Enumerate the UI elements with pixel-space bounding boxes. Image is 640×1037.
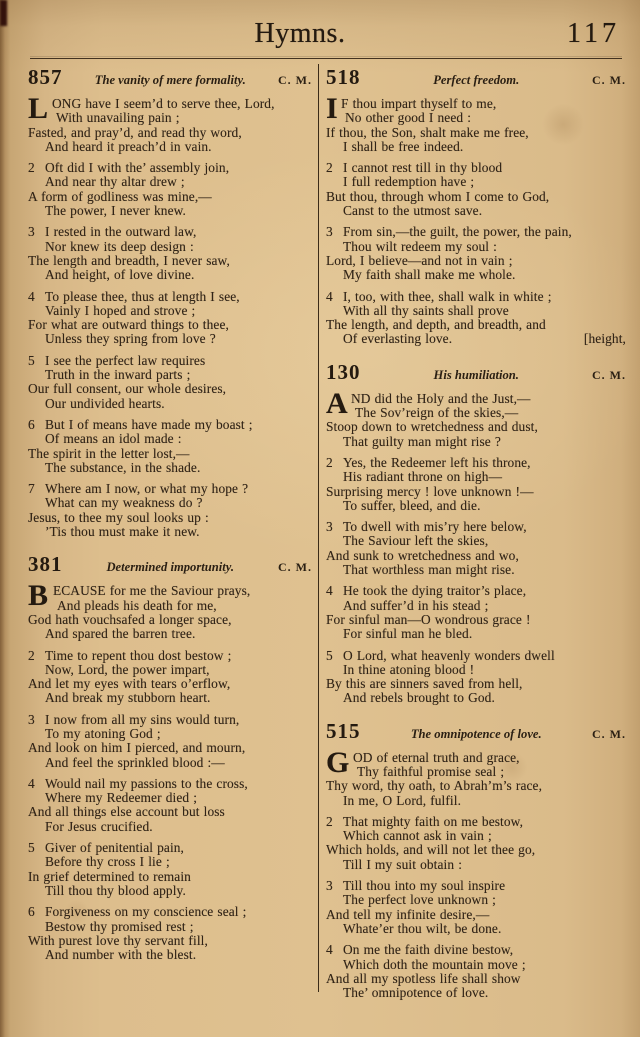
verse-line: 3 I rested in the outward law, bbox=[28, 224, 197, 240]
verse-line: 7 Where am I now, or what my hope ? bbox=[28, 481, 249, 497]
stanza-number: 3 bbox=[326, 519, 333, 535]
continuation-tag: [height, bbox=[583, 331, 626, 347]
verse-line: A form of godliness was mine,— bbox=[28, 188, 212, 204]
hymn-meter: C. M. bbox=[592, 367, 626, 382]
hymn-header bbox=[326, 719, 626, 744]
verse-line: And look on him I pierced, and mourn, bbox=[28, 740, 246, 756]
verse-line: Nor knew its deep design : bbox=[45, 238, 194, 254]
stanza bbox=[28, 841, 312, 898]
stanza-number: 4 bbox=[326, 942, 333, 958]
stanza-number: 5 bbox=[326, 647, 333, 663]
verse-line: With all thy saints shall prove bbox=[343, 302, 509, 318]
stanza bbox=[326, 520, 626, 577]
stanza bbox=[28, 418, 312, 475]
verse-line: If thou, the Son, shalt make me free, bbox=[326, 124, 529, 140]
verse-line: Whate’er thou wilt, be done. bbox=[343, 920, 502, 936]
drop-cap: L bbox=[28, 92, 49, 125]
verse-line: 5 I see the perfect law requires bbox=[28, 352, 206, 368]
verse-line: 5 Giver of penitential pain, bbox=[28, 840, 185, 856]
verse-line: Till I my suit obtain : bbox=[343, 856, 463, 872]
verse-line: Truth in the inward parts ; bbox=[45, 367, 191, 383]
hymn-title: Determined importunity. bbox=[106, 560, 235, 575]
verse-line: 3 From sin,—the guilt, the power, the pain, bbox=[326, 224, 572, 240]
verse-line: For Jesus crucified. bbox=[45, 818, 153, 834]
stanza bbox=[28, 354, 312, 411]
verse-line: ND did the Holy and the Just,— bbox=[351, 390, 531, 406]
stanza bbox=[326, 745, 626, 808]
verse-line: That worthless man might rise. bbox=[343, 562, 515, 578]
verse-line: Of means an idol made : bbox=[45, 431, 182, 447]
verse-line: To my atoning God ; bbox=[45, 725, 161, 741]
verse-line: 4 On me the faith divine bestow, bbox=[326, 942, 514, 958]
verse-line: The power, I never knew. bbox=[45, 203, 186, 219]
stanza bbox=[326, 649, 626, 706]
verse-line: And suffer’d in his stead ; bbox=[343, 597, 489, 613]
hymn-number: 381 bbox=[28, 552, 63, 577]
verse-line: In me, O Lord, fulfil. bbox=[343, 792, 462, 808]
verse-line: Fasted, and pray’d, and read thy word, bbox=[28, 124, 242, 140]
verse-line: 2 Oft did I with the’ assembly join, bbox=[28, 160, 230, 176]
verse-line: For sinful man—O wondrous grace ! bbox=[326, 611, 531, 627]
right-column bbox=[326, 64, 626, 1007]
stanza bbox=[28, 290, 312, 347]
verse-line: And let my eyes with tears o’erflow, bbox=[28, 676, 231, 692]
page-header bbox=[0, 0, 640, 57]
verse-line: 4 Would nail my passions to the cross, bbox=[28, 775, 248, 791]
stanza bbox=[28, 649, 312, 706]
column-divider bbox=[318, 64, 319, 992]
verse-line: And near thy altar drew ; bbox=[45, 174, 185, 190]
verse-line: OD of eternal truth and grace, bbox=[353, 749, 520, 765]
verse-line: Stoop down to wretchedness and dust, bbox=[326, 419, 538, 435]
verse-line: By this are sinners saved from hell, bbox=[326, 676, 523, 692]
verse-line: In grief determined to remain bbox=[28, 868, 191, 884]
stanza bbox=[28, 482, 312, 539]
stanza-number: 2 bbox=[28, 160, 35, 176]
stanza-number: 6 bbox=[28, 904, 35, 920]
verse-line: And sunk to wretchedness and wo, bbox=[326, 547, 519, 563]
stanza bbox=[326, 225, 626, 282]
drop-cap: G bbox=[326, 745, 350, 779]
hymn-518 bbox=[326, 65, 626, 347]
stanza-number: 5 bbox=[28, 840, 35, 856]
verse-line: Which cannot ask in vain ; bbox=[343, 828, 492, 844]
verse-line: For sinful man he bled. bbox=[343, 626, 473, 642]
stanza-number: 2 bbox=[326, 454, 333, 470]
verse-line: But thou, through whom I come to God, bbox=[326, 188, 550, 204]
verse-line: The Sov’reign of the skies,— bbox=[355, 405, 519, 421]
verse-line: The length and breadth, I never saw, bbox=[28, 252, 230, 268]
stanza-number: 3 bbox=[326, 878, 333, 894]
verse-line: Which doth the mountain move ; bbox=[343, 956, 526, 972]
hymn-number: 130 bbox=[326, 359, 361, 384]
stanza bbox=[28, 713, 312, 770]
hymn-header bbox=[28, 552, 312, 577]
stanza bbox=[326, 879, 626, 936]
stanza bbox=[28, 579, 312, 642]
hymn-515 bbox=[326, 719, 626, 1001]
verse-line: Surprising mercy ! love unknown !— bbox=[326, 483, 534, 499]
verse-line: And number with the blest. bbox=[45, 947, 197, 963]
drop-cap: B bbox=[28, 579, 49, 613]
stanza bbox=[326, 161, 626, 218]
stanza-number: 3 bbox=[28, 711, 35, 727]
verse-line: The length, and depth, and breadth, and bbox=[326, 317, 546, 333]
hymn-meter: C. M. bbox=[278, 560, 312, 575]
verse-line: And heard it preach’d in vain. bbox=[45, 138, 212, 154]
stanza bbox=[28, 777, 312, 834]
stanza-number: 2 bbox=[326, 813, 333, 829]
verse-line: I full redemption have ; bbox=[343, 174, 475, 190]
page-number: 117 bbox=[567, 18, 620, 49]
stanza-number: 3 bbox=[28, 224, 35, 240]
stanza bbox=[326, 92, 626, 154]
hymn-number: 518 bbox=[326, 65, 361, 89]
stanza-number: 2 bbox=[326, 160, 333, 176]
verse-line: And all my spotless life shall show bbox=[326, 970, 521, 986]
stanza-number: 7 bbox=[28, 481, 35, 497]
verse-line: And all things else account but loss bbox=[28, 804, 225, 820]
verse-line: Jesus, to thee my soul looks up : bbox=[28, 509, 209, 525]
verse-line: Thou wilt redeem my soul : bbox=[343, 238, 497, 254]
verse-line: What can my weakness do ? bbox=[45, 495, 203, 511]
stanza-number: 2 bbox=[28, 647, 35, 663]
verse-line: Our full consent, our whole desires, bbox=[28, 381, 227, 397]
hymn-title: The vanity of mere formality. bbox=[94, 73, 246, 87]
verse-line: My faith shall make me whole. bbox=[343, 267, 516, 283]
stanza-number: 6 bbox=[28, 416, 35, 432]
stanza bbox=[28, 161, 312, 218]
verse-line: And pleads his death for me, bbox=[57, 597, 217, 613]
verse-line: And height, of love divine. bbox=[45, 267, 195, 283]
verse-line: His radiant throne on high— bbox=[343, 469, 503, 485]
verse-line: ONG have I seem’d to serve thee, Lord, bbox=[52, 96, 275, 111]
page-left-edge bbox=[0, 0, 5, 1037]
hymn-title: Perfect freedom. bbox=[433, 73, 520, 87]
hymn-number: 515 bbox=[326, 718, 361, 743]
hymn-header bbox=[28, 65, 312, 90]
hymn-meter: C. M. bbox=[592, 726, 626, 741]
text-columns bbox=[28, 64, 626, 1007]
hymn-title: His humiliation. bbox=[433, 367, 519, 382]
verse-line: 4 To please thee, thus at length I see, bbox=[28, 288, 240, 304]
verse-line: Our undivided hearts. bbox=[45, 395, 165, 411]
verse-line: ECAUSE for me the Saviour prays, bbox=[53, 583, 251, 599]
verse-line: Unless they spring from love ? bbox=[45, 331, 216, 347]
verse-line: F thou impart thyself to me, bbox=[341, 96, 497, 111]
verse-line: 2 I cannot rest till in thy blood bbox=[326, 160, 503, 176]
verse-line: God hath vouchsafed a longer space, bbox=[28, 611, 232, 627]
verse-line: 2 Yes, the Redeemer left his throne, bbox=[326, 454, 531, 470]
verse-line: And tell my infinite desire,— bbox=[326, 906, 490, 922]
verse-line: Bestow thy promised rest ; bbox=[45, 918, 194, 934]
verse-line: The substance, in the shade. bbox=[45, 459, 201, 475]
verse-line: The’ omnipotence of love. bbox=[343, 985, 489, 1001]
drop-cap: A bbox=[326, 386, 348, 420]
stanza bbox=[326, 290, 626, 347]
verse-line: Before thy cross I lie ; bbox=[45, 854, 170, 870]
verse-line: With unavailing pain ; bbox=[56, 110, 180, 126]
stanza bbox=[326, 386, 626, 449]
verse-line: With purest love thy servant fill, bbox=[28, 932, 208, 948]
stanza bbox=[28, 225, 312, 282]
verse-line: 4 He took the dying traitor’s place, bbox=[326, 583, 527, 599]
stanza bbox=[326, 815, 626, 872]
verse-line: No other good I need : bbox=[345, 110, 472, 126]
stanza-number: 5 bbox=[28, 352, 35, 368]
verse-line: 4 I, too, with thee, shall walk in white ; bbox=[326, 288, 552, 304]
verse-line: The spirit in the letter lost,— bbox=[28, 445, 190, 461]
verse-line: 3 Till thou into my soul inspire bbox=[326, 878, 506, 894]
verse-line: ’Tis thou must make it new. bbox=[45, 524, 200, 540]
verse-line: To suffer, bleed, and die. bbox=[343, 497, 481, 513]
verse-line: And break my stubborn heart. bbox=[45, 690, 211, 706]
stanza bbox=[326, 943, 626, 1000]
verse-line: 3 I now from all my sins would turn, bbox=[28, 711, 240, 727]
verse-line: Canst to the utmost save. bbox=[343, 203, 483, 219]
verse-line bbox=[326, 332, 626, 346]
verse-line: 3 To dwell with mis’ry here below, bbox=[326, 519, 527, 535]
hymn-header bbox=[326, 65, 626, 90]
verse-line: Thy faithful promise seal ; bbox=[357, 763, 505, 779]
stanza bbox=[28, 905, 312, 962]
verse-line: And feel the sprinkled blood :— bbox=[45, 754, 225, 770]
hymn-header bbox=[326, 360, 626, 385]
hymn-meter: C. M. bbox=[278, 73, 312, 87]
verse-line: 2 That mighty faith on me bestow, bbox=[326, 813, 524, 829]
hymn-857 bbox=[28, 65, 312, 539]
verse-line: Lord, I believe—and not in vain ; bbox=[326, 252, 513, 268]
page-title: Hymns. bbox=[254, 18, 346, 49]
verse-line: Where my Redeemer died ; bbox=[45, 790, 198, 806]
stanza-number: 4 bbox=[326, 583, 333, 599]
hymn-number: 857 bbox=[28, 65, 63, 89]
verse-line: For what are outward things to thee, bbox=[28, 317, 229, 333]
stanza-number: 3 bbox=[326, 224, 333, 240]
stanza-number: 4 bbox=[28, 775, 35, 791]
stanza-number: 4 bbox=[326, 288, 333, 304]
verse-line: 6 Forgiveness on my conscience seal ; bbox=[28, 904, 247, 920]
stanza bbox=[326, 584, 626, 641]
drop-cap: I bbox=[326, 92, 338, 125]
stanza bbox=[326, 456, 626, 513]
verse-line: In thine atoning blood ! bbox=[343, 661, 475, 677]
verse-line: Now, Lord, the power impart, bbox=[45, 661, 210, 677]
left-column bbox=[28, 64, 312, 969]
verse-line: Thy word, thy oath, to Abrah’m’s race, bbox=[326, 778, 543, 794]
verse-line: Till thou thy blood apply. bbox=[45, 882, 186, 898]
verse-line: That guilty man might rise ? bbox=[343, 433, 501, 449]
verse-line: And rebels brought to God. bbox=[343, 690, 495, 706]
verse-line: 6 But I of means have made my boast ; bbox=[28, 416, 253, 432]
verse-line: The perfect love unknown ; bbox=[343, 892, 496, 908]
hymn-meter: C. M. bbox=[592, 73, 626, 87]
verse-line: 5 O Lord, what heavenly wonders dwell bbox=[326, 647, 555, 663]
hymn-title: The omnipotence of love. bbox=[410, 726, 542, 741]
verse-line-text: Of everlasting love. bbox=[343, 331, 453, 347]
verse-line: Vainly I hoped and strove ; bbox=[45, 302, 196, 318]
verse-line: 2 Time to repent thou dost bestow ; bbox=[28, 647, 232, 663]
verse-line: And spared the barren tree. bbox=[45, 626, 196, 642]
verse-line: The Saviour left the skies, bbox=[343, 533, 489, 549]
hymn-130 bbox=[326, 360, 626, 706]
stanza-number: 4 bbox=[28, 288, 35, 304]
stanza bbox=[28, 92, 312, 154]
verse-line: I shall be free indeed. bbox=[343, 138, 464, 154]
header-rule bbox=[30, 58, 622, 59]
hymn-381 bbox=[28, 552, 312, 962]
verse-line: Which holds, and will not let thee go, bbox=[326, 842, 536, 858]
